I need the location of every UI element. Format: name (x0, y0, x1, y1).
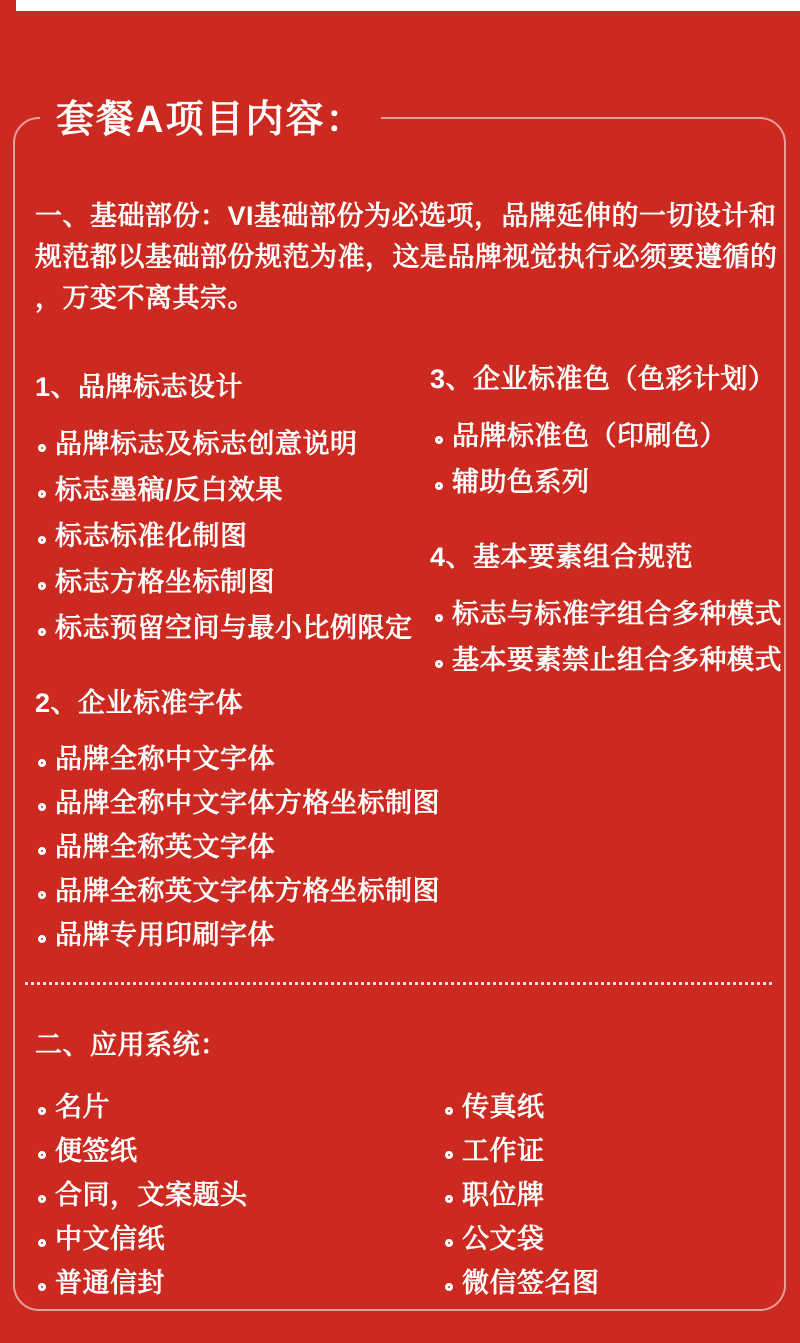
bullet-icon (38, 1107, 46, 1115)
list-item (35, 556, 435, 602)
applications-right-list (442, 1082, 782, 1302)
list-item (430, 588, 795, 634)
bullet-icon (38, 803, 46, 811)
list-item (442, 1214, 782, 1258)
list-item-label: 品牌标准色（印刷色） (452, 420, 727, 451)
list-item (35, 1214, 415, 1258)
list-item (430, 634, 795, 680)
list-item-label: 品牌专用印刷字体 (55, 919, 275, 950)
element-combination-list (430, 588, 795, 680)
applications-heading: 二、应用系统： (35, 1030, 228, 1060)
section-title-brand-logo: 1、品牌标志设计 (35, 372, 244, 402)
bullet-icon (38, 1239, 46, 1247)
bullet-icon (435, 482, 443, 490)
section-title-element-combination: 4、基本要素组合规范 (430, 542, 694, 572)
list-item-label: 标志标准化制图 (55, 520, 248, 551)
list-item (35, 464, 435, 510)
standard-color-list (430, 410, 795, 502)
list-item-label: 标志方格坐标制图 (55, 566, 275, 597)
list-item (35, 510, 435, 556)
bullet-icon (38, 582, 46, 590)
list-item (442, 1258, 782, 1302)
intro-paragraph (35, 196, 785, 319)
intro-line: 一、基础部份：VI基础部份为必选项，品牌延伸的一切设计和 (35, 201, 777, 231)
bullet-icon (435, 436, 443, 444)
list-item-label: 品牌全称英文字体 (55, 831, 275, 862)
basic-right-column (430, 362, 795, 680)
red-panel (0, 11, 800, 1343)
top-left-red-chip (0, 0, 16, 11)
list-item (35, 602, 435, 648)
basic-left-column (35, 370, 440, 954)
bullet-icon (445, 1151, 453, 1159)
bullet-icon (38, 1151, 46, 1159)
list-item (430, 456, 795, 502)
bullet-icon (435, 660, 443, 668)
standard-font-list (35, 734, 440, 954)
list-item (35, 822, 435, 866)
list-item-label: 工作证 (462, 1135, 545, 1166)
list-item-label: 合同，文案题头 (55, 1179, 248, 1210)
bullet-icon (38, 1195, 46, 1203)
list-item-label: 标志与标准字组合多种模式 (452, 598, 782, 629)
list-item (35, 778, 440, 822)
bullet-icon (38, 444, 46, 452)
bullet-icon (445, 1239, 453, 1247)
brand-logo-list (35, 418, 435, 648)
list-item (35, 866, 440, 910)
list-item (35, 1170, 415, 1214)
applications-left-column (35, 1082, 415, 1302)
list-item-label: 普通信封 (55, 1267, 165, 1298)
list-item-label: 传真纸 (462, 1091, 545, 1122)
list-item (35, 1082, 415, 1126)
bullet-icon (38, 847, 46, 855)
list-item-label: 标志预留空间与最小比例限定 (55, 612, 413, 643)
list-item (35, 1258, 415, 1302)
list-item (442, 1126, 782, 1170)
bullet-icon (38, 536, 46, 544)
bullet-icon (38, 891, 46, 899)
list-item (35, 734, 435, 778)
list-item-label: 微信签名图 (462, 1267, 600, 1298)
intro-line: 规范都以基础部份规范为准，这是品牌视觉执行必须要遵循的 (35, 242, 778, 272)
bullet-icon (38, 490, 46, 498)
list-item-label: 基本要素禁止组合多种模式 (452, 644, 782, 675)
list-item-label: 中文信纸 (55, 1223, 165, 1254)
bullet-icon (38, 935, 46, 943)
section-title-standard-color: 3、企业标准色（色彩计划） (430, 364, 776, 394)
intro-line: ，万变不离其宗。 (35, 283, 255, 313)
bullet-icon (445, 1107, 453, 1115)
list-item (35, 418, 435, 464)
list-item (442, 1170, 782, 1214)
section-title-standard-font: 2、企业标准字体 (35, 688, 244, 718)
bullet-icon (38, 1283, 46, 1291)
list-item-label: 职位牌 (462, 1179, 545, 1210)
list-item-label: 公文袋 (462, 1223, 545, 1254)
list-item (35, 910, 435, 954)
applications-right-column (442, 1082, 782, 1302)
list-item (430, 410, 795, 456)
dotted-divider (25, 982, 772, 985)
list-item-label: 辅助色系列 (452, 466, 590, 497)
page-title: 套餐A项目内容： (40, 96, 381, 144)
applications-left-list (35, 1082, 415, 1302)
bullet-icon (38, 628, 46, 636)
bullet-icon (445, 1195, 453, 1203)
bullet-icon (38, 759, 46, 767)
list-item (442, 1082, 782, 1126)
list-item-label: 便签纸 (55, 1135, 138, 1166)
bullet-icon (445, 1283, 453, 1291)
list-item-label: 品牌全称中文字体方格坐标制图 (55, 787, 440, 818)
bullet-icon (435, 614, 443, 622)
list-item-label: 名片 (55, 1091, 110, 1122)
list-item-label: 标志墨稿/反白效果 (55, 474, 284, 505)
list-item (35, 1126, 415, 1170)
list-item-label: 品牌全称英文字体方格坐标制图 (55, 875, 440, 906)
list-item-label: 品牌全称中文字体 (55, 743, 275, 774)
list-item-label: 品牌标志及标志创意说明 (55, 428, 358, 459)
